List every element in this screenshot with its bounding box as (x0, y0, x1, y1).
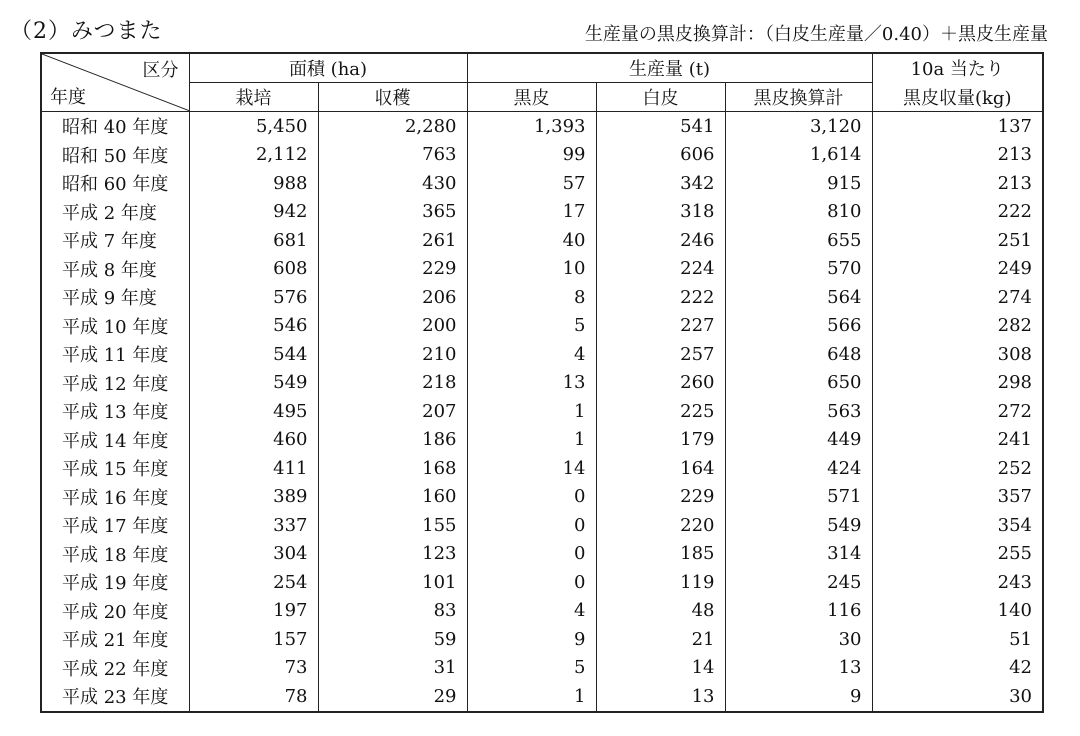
yield-cell: 213 (872, 169, 1043, 198)
table-row (41, 255, 1043, 284)
table-row (41, 397, 1043, 426)
year-cell: 平成 18 年度 (41, 540, 189, 569)
cultivated-cell: 411 (189, 454, 318, 483)
year-cell: 平成 10 年度 (41, 312, 189, 341)
mitsumata-production-table (40, 52, 1044, 713)
black-equiv-cell: 30 (725, 625, 872, 654)
black-equiv-cell: 449 (725, 426, 872, 455)
cultivated-cell: 681 (189, 226, 318, 255)
yield-cell: 282 (872, 312, 1043, 341)
table-row (41, 198, 1043, 227)
year-cell: 平成 16 年度 (41, 483, 189, 512)
harvested-cell: 160 (318, 483, 467, 512)
white-bark-cell: 318 (596, 198, 725, 227)
corner-header-cell (41, 53, 189, 112)
black-equiv-cell: 116 (725, 597, 872, 626)
cultivated-cell: 389 (189, 483, 318, 512)
table-row (41, 511, 1043, 540)
white-bark-cell: 227 (596, 312, 725, 341)
harvested-cell: 763 (318, 141, 467, 170)
year-cell: 平成 20 年度 (41, 597, 189, 626)
black-bark-cell: 0 (467, 568, 596, 597)
yield-header-top: 10a 当たり (872, 53, 1043, 83)
year-cell: 平成 23 年度 (41, 682, 189, 712)
harvested-cell: 261 (318, 226, 467, 255)
cultivated-cell: 5,450 (189, 112, 318, 141)
black-equiv-cell: 424 (725, 454, 872, 483)
black-bark-cell: 5 (467, 654, 596, 683)
cultivated-cell: 549 (189, 369, 318, 398)
white-bark-cell: 257 (596, 340, 725, 369)
section-title: （2）みつまた (10, 19, 163, 44)
formula-note: 生産量の黒皮換算計：（白皮生産量／0.40）＋黒皮生産量 (584, 24, 1048, 45)
harvested-cell: 123 (318, 540, 467, 569)
black-equiv-cell: 314 (725, 540, 872, 569)
yield-cell: 255 (872, 540, 1043, 569)
cultivated-header: 栽培 (189, 83, 318, 112)
table-row (41, 283, 1043, 312)
year-cell: 昭和 40 年度 (41, 112, 189, 141)
yield-cell: 51 (872, 625, 1043, 654)
black-bark-cell: 10 (467, 255, 596, 284)
yield-cell: 42 (872, 654, 1043, 683)
black-bark-cell: 0 (467, 483, 596, 512)
table-row (41, 340, 1043, 369)
harvested-cell: 155 (318, 511, 467, 540)
black-bark-cell: 1 (467, 682, 596, 712)
white-bark-cell: 229 (596, 483, 725, 512)
white-bark-cell: 225 (596, 397, 725, 426)
cultivated-cell: 988 (189, 169, 318, 198)
yield-header-bottom: 黒皮収量(kg) (872, 83, 1043, 112)
black-bark-cell: 1 (467, 397, 596, 426)
yield-cell: 251 (872, 226, 1043, 255)
year-cell: 昭和 60 年度 (41, 169, 189, 198)
year-cell: 平成 14 年度 (41, 426, 189, 455)
table-row (41, 454, 1043, 483)
table-row (41, 312, 1043, 341)
white-bark-cell: 222 (596, 283, 725, 312)
black-equiv-cell: 563 (725, 397, 872, 426)
table-row (41, 625, 1043, 654)
harvested-cell: 229 (318, 255, 467, 284)
black-bark-cell: 14 (467, 454, 596, 483)
black-equiv-cell: 810 (725, 198, 872, 227)
harvested-cell: 365 (318, 198, 467, 227)
year-cell: 平成 21 年度 (41, 625, 189, 654)
black-bark-cell: 13 (467, 369, 596, 398)
cultivated-cell: 942 (189, 198, 318, 227)
white-bark-cell: 220 (596, 511, 725, 540)
white-bark-cell: 246 (596, 226, 725, 255)
yield-cell: 354 (872, 511, 1043, 540)
yield-cell: 243 (872, 568, 1043, 597)
harvested-cell: 430 (318, 169, 467, 198)
yield-cell: 272 (872, 397, 1043, 426)
harvested-cell: 218 (318, 369, 467, 398)
table-body (41, 112, 1043, 712)
year-cell: 平成 19 年度 (41, 568, 189, 597)
harvested-cell: 83 (318, 597, 467, 626)
year-cell: 昭和 50 年度 (41, 141, 189, 170)
black-bark-cell: 5 (467, 312, 596, 341)
cultivated-cell: 78 (189, 682, 318, 712)
black-equiv-cell: 564 (725, 283, 872, 312)
harvested-cell: 101 (318, 568, 467, 597)
yield-cell: 252 (872, 454, 1043, 483)
black-bark-cell: 8 (467, 283, 596, 312)
table-row (41, 540, 1043, 569)
white-bark-cell: 606 (596, 141, 725, 170)
black-bark-cell: 17 (467, 198, 596, 227)
cultivated-cell: 576 (189, 283, 318, 312)
cultivated-cell: 254 (189, 568, 318, 597)
table-row (41, 226, 1043, 255)
black-bark-header: 黒皮 (467, 83, 596, 112)
black-bark-cell: 57 (467, 169, 596, 198)
table-row (41, 169, 1043, 198)
cultivated-cell: 546 (189, 312, 318, 341)
harvested-cell: 210 (318, 340, 467, 369)
yield-cell: 137 (872, 112, 1043, 141)
black-bark-cell: 4 (467, 597, 596, 626)
yield-cell: 298 (872, 369, 1043, 398)
year-cell: 平成 17 年度 (41, 511, 189, 540)
black-equiv-header: 黒皮換算計 (725, 83, 872, 112)
cultivated-cell: 544 (189, 340, 318, 369)
black-equiv-cell: 1,614 (725, 141, 872, 170)
cultivated-cell: 337 (189, 511, 318, 540)
production-group-header: 生産量 (t) (467, 53, 872, 83)
harvested-cell: 29 (318, 682, 467, 712)
table-row (41, 426, 1043, 455)
black-bark-cell: 0 (467, 540, 596, 569)
table-row (41, 483, 1043, 512)
table-row (41, 568, 1043, 597)
black-equiv-cell: 570 (725, 255, 872, 284)
harvested-cell: 206 (318, 283, 467, 312)
table-row (41, 597, 1043, 626)
black-equiv-cell: 566 (725, 312, 872, 341)
year-cell: 平成 13 年度 (41, 397, 189, 426)
white-bark-cell: 119 (596, 568, 725, 597)
table-row (41, 654, 1043, 683)
year-cell: 平成 8 年度 (41, 255, 189, 284)
white-bark-cell: 224 (596, 255, 725, 284)
white-bark-header: 白皮 (596, 83, 725, 112)
black-equiv-cell: 655 (725, 226, 872, 255)
white-bark-cell: 179 (596, 426, 725, 455)
black-bark-cell: 9 (467, 625, 596, 654)
white-bark-cell: 541 (596, 112, 725, 141)
white-bark-cell: 185 (596, 540, 725, 569)
white-bark-cell: 164 (596, 454, 725, 483)
year-cell: 平成 15 年度 (41, 454, 189, 483)
yield-cell: 308 (872, 340, 1043, 369)
cultivated-cell: 157 (189, 625, 318, 654)
harvested-cell: 31 (318, 654, 467, 683)
black-equiv-cell: 3,120 (725, 112, 872, 141)
yield-cell: 140 (872, 597, 1043, 626)
yield-cell: 274 (872, 283, 1043, 312)
white-bark-cell: 21 (596, 625, 725, 654)
cultivated-cell: 495 (189, 397, 318, 426)
black-equiv-cell: 648 (725, 340, 872, 369)
harvested-cell: 59 (318, 625, 467, 654)
black-equiv-cell: 915 (725, 169, 872, 198)
area-group-header: 面積 (ha) (189, 53, 467, 83)
cultivated-cell: 304 (189, 540, 318, 569)
black-equiv-cell: 549 (725, 511, 872, 540)
cultivated-cell: 460 (189, 426, 318, 455)
harvested-cell: 186 (318, 426, 467, 455)
black-bark-cell: 1 (467, 426, 596, 455)
white-bark-cell: 48 (596, 597, 725, 626)
harvested-cell: 168 (318, 454, 467, 483)
cultivated-cell: 2,112 (189, 141, 318, 170)
category-label: 区分 (142, 60, 179, 81)
black-bark-cell: 1,393 (467, 112, 596, 141)
black-bark-cell: 4 (467, 340, 596, 369)
white-bark-cell: 342 (596, 169, 725, 198)
cultivated-cell: 73 (189, 654, 318, 683)
black-bark-cell: 40 (467, 226, 596, 255)
cultivated-cell: 197 (189, 597, 318, 626)
year-cell: 平成 11 年度 (41, 340, 189, 369)
black-bark-cell: 99 (467, 141, 596, 170)
yield-cell: 357 (872, 483, 1043, 512)
harvested-header: 収穫 (318, 83, 467, 112)
year-cell: 平成 22 年度 (41, 654, 189, 683)
year-cell: 平成 12 年度 (41, 369, 189, 398)
table-row (41, 112, 1043, 141)
cultivated-cell: 608 (189, 255, 318, 284)
harvested-cell: 200 (318, 312, 467, 341)
yield-cell: 213 (872, 141, 1043, 170)
black-equiv-cell: 571 (725, 483, 872, 512)
black-bark-cell: 0 (467, 511, 596, 540)
year-cell: 平成 2 年度 (41, 198, 189, 227)
black-equiv-cell: 9 (725, 682, 872, 712)
yield-cell: 222 (872, 198, 1043, 227)
white-bark-cell: 13 (596, 682, 725, 712)
table-row (41, 141, 1043, 170)
year-cell: 平成 9 年度 (41, 283, 189, 312)
yield-cell: 241 (872, 426, 1043, 455)
year-cell: 平成 7 年度 (41, 226, 189, 255)
yield-cell: 30 (872, 682, 1043, 712)
table-row (41, 682, 1043, 712)
black-equiv-cell: 13 (725, 654, 872, 683)
yield-cell: 249 (872, 255, 1043, 284)
white-bark-cell: 14 (596, 654, 725, 683)
table-row (41, 369, 1043, 398)
white-bark-cell: 260 (596, 369, 725, 398)
black-equiv-cell: 650 (725, 369, 872, 398)
black-equiv-cell: 245 (725, 568, 872, 597)
harvested-cell: 2,280 (318, 112, 467, 141)
harvested-cell: 207 (318, 397, 467, 426)
year-label: 年度 (50, 87, 86, 108)
